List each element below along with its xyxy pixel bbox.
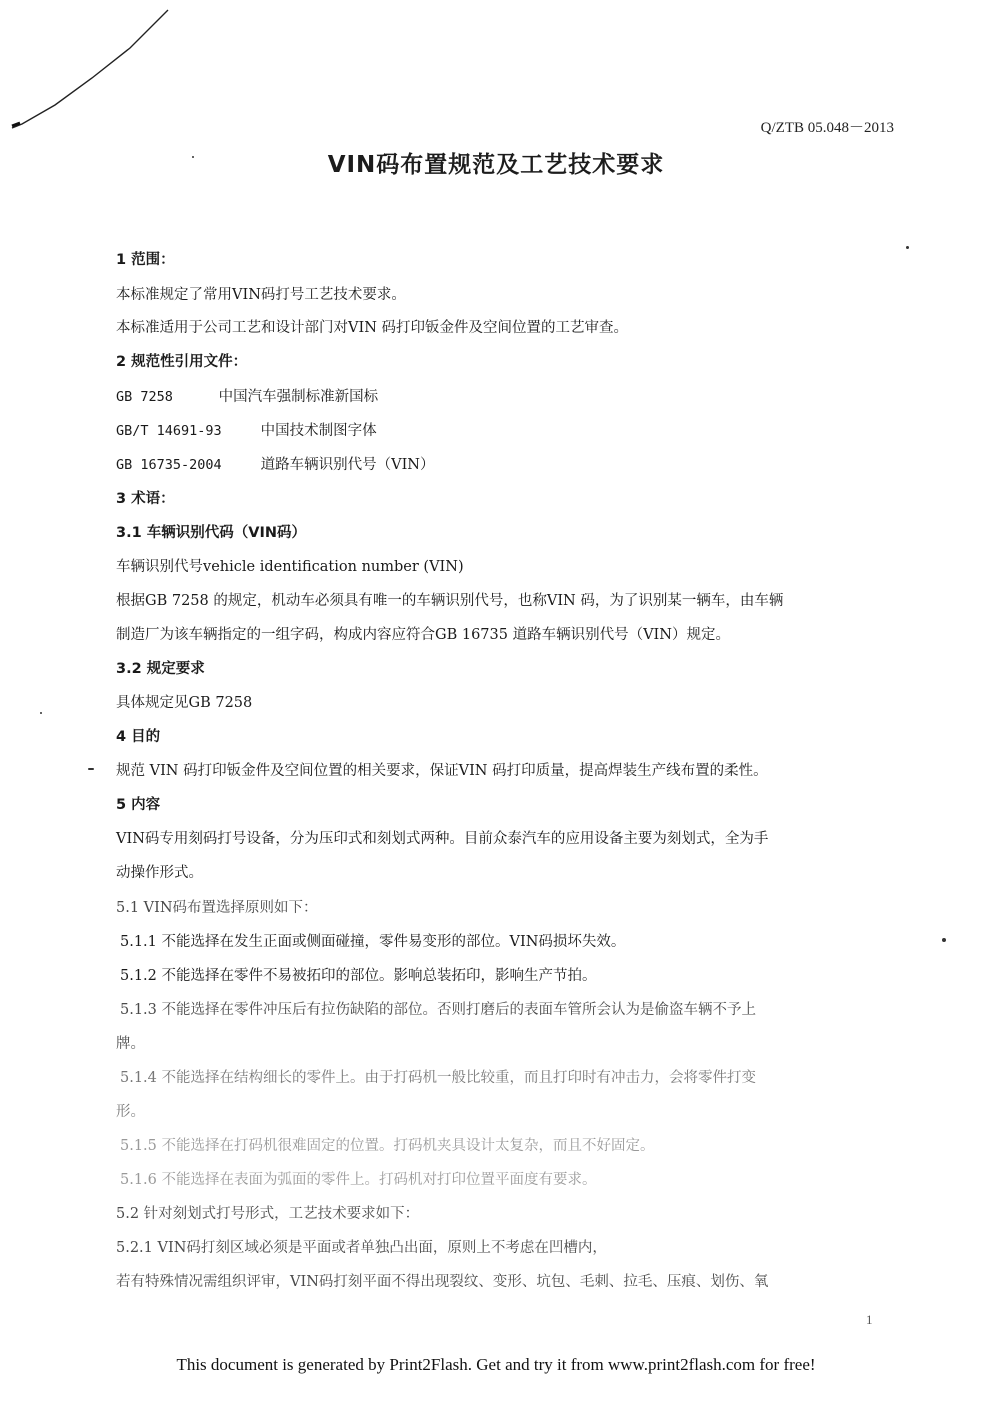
reference-row bbox=[116, 387, 906, 407]
speck bbox=[906, 246, 909, 249]
clause-5-1-3: 5.1.3 不能选择在零件冲压后有拉伤缺陷的部位。否则打磨后的表面车管所会认为是偷盗车辆不予上 bbox=[120, 1002, 756, 1018]
section-1-paragraph: 本标准适用于公司工艺和设计部门对VIN 码打印钣金件及空间位置的工艺审查。 bbox=[116, 320, 628, 336]
speck bbox=[192, 156, 194, 158]
section-4-paragraph: 规范 VIN 码打印钣金件及空间位置的相关要求，保证VIN 码打印质量，提高焊装生产线布置的柔性。 bbox=[116, 763, 768, 779]
reference-name: 中国技术制图字体 bbox=[260, 423, 377, 439]
document-title: VIN码布置规范及工艺技术要求 bbox=[327, 152, 665, 178]
reference-code: GB 16735-2004 bbox=[116, 457, 222, 473]
speck bbox=[40, 712, 42, 714]
section-1-heading: 1 范围： bbox=[116, 252, 175, 268]
section-1-paragraph: 本标准规定了常用VIN码打号工艺技术要求。 bbox=[116, 287, 406, 303]
reference-code: GB 7258 bbox=[116, 389, 173, 405]
reference-code: GB/T 14691-93 bbox=[116, 423, 222, 439]
section-3-2-paragraph: 具体规定见GB 7258 bbox=[116, 695, 253, 711]
clause-5-1-6: 5.1.6 不能选择在表面为弧面的零件上。打码机对打印位置平面度有要求。 bbox=[120, 1172, 597, 1188]
section-3-1-paragraph: 制造厂为该车辆指定的一组字码，构成内容应符合GB 16735 道路车辆识别代号（VIN）规定。 bbox=[116, 627, 730, 643]
section-3-2-heading: 3.2 规定要求 bbox=[116, 661, 205, 677]
section-5-paragraph: VIN码专用刻码打号设备，分为压印式和刻划式两种。目前众泰汽车的应用设备主要为刻划式，全为手 bbox=[116, 831, 769, 847]
clause-5-1-4: 5.1.4 不能选择在结构细长的零件上。由于打码机一般比较重，而且打印时有冲击力，会将零件打变 bbox=[120, 1070, 756, 1086]
clause-5-2-1: 5.2.1 VIN码打刻区域必须是平面或者单独凸出面，原则上不考虑在凹槽内， bbox=[116, 1240, 607, 1256]
clause-5-1-5: 5.1.5 不能选择在打码机很难固定的位置。打码机夹具设计太复杂，而且不好固定。 bbox=[120, 1138, 655, 1154]
print2flash-footer: This document is generated by Print2Flash. Get and try it from www.print2flash.com for free! bbox=[176, 1355, 816, 1374]
speck bbox=[942, 938, 946, 942]
clause-5-1-1: 5.1.1 不能选择在发生正面或侧面碰撞，零件易变形的部位。VIN码损坏失效。 bbox=[120, 934, 626, 950]
clause-5-1-3-continued: 牌。 bbox=[116, 1036, 145, 1052]
section-5-2-heading: 5.2 针对刻划式打号形式，工艺技术要求如下： bbox=[116, 1206, 420, 1222]
section-5-1-heading: 5.1 VIN码布置选择原则如下： bbox=[116, 900, 318, 916]
clause-5-1-4-continued: 形。 bbox=[116, 1104, 145, 1120]
reference-name: 中国汽车强制标准新国标 bbox=[218, 389, 379, 405]
reference-row bbox=[116, 421, 906, 441]
clause-5-2-1-continued: 若有特殊情况需组织评审，VIN码打刻平面不得出现裂纹、变形、坑包、毛刺、拉毛、压痕、划伤、氧 bbox=[116, 1274, 769, 1290]
standard-number: Q/ZTB 05.048－2013 bbox=[760, 120, 894, 136]
section-3-1-paragraph: 根据GB 7258 的规定，机动车必须具有唯一的车辆识别代号，也称VIN 码，为了识别某一辆车，由车辆 bbox=[116, 593, 784, 609]
section-3-1-heading: 3.1 车辆识别代码（VIN码） bbox=[116, 525, 306, 541]
page-number: 1 bbox=[866, 1312, 873, 1327]
clause-5-1-2: 5.1.2 不能选择在零件不易被拓印的部位。影响总装拓印，影响生产节拍。 bbox=[120, 968, 597, 984]
reference-row bbox=[116, 455, 906, 475]
section-4-heading: 4 目的 bbox=[116, 729, 161, 745]
section-3-1-paragraph: 车辆识别代号vehicle identification number (VIN) bbox=[116, 559, 464, 575]
section-5-heading: 5 内容 bbox=[116, 797, 161, 813]
reference-name: 道路车辆识别代号（VIN） bbox=[260, 457, 435, 473]
section-5-paragraph: 动操作形式。 bbox=[116, 865, 203, 881]
section-2-heading: 2 规范性引用文件： bbox=[116, 354, 248, 370]
section-3-heading: 3 术语： bbox=[116, 491, 175, 507]
speck bbox=[88, 768, 94, 770]
